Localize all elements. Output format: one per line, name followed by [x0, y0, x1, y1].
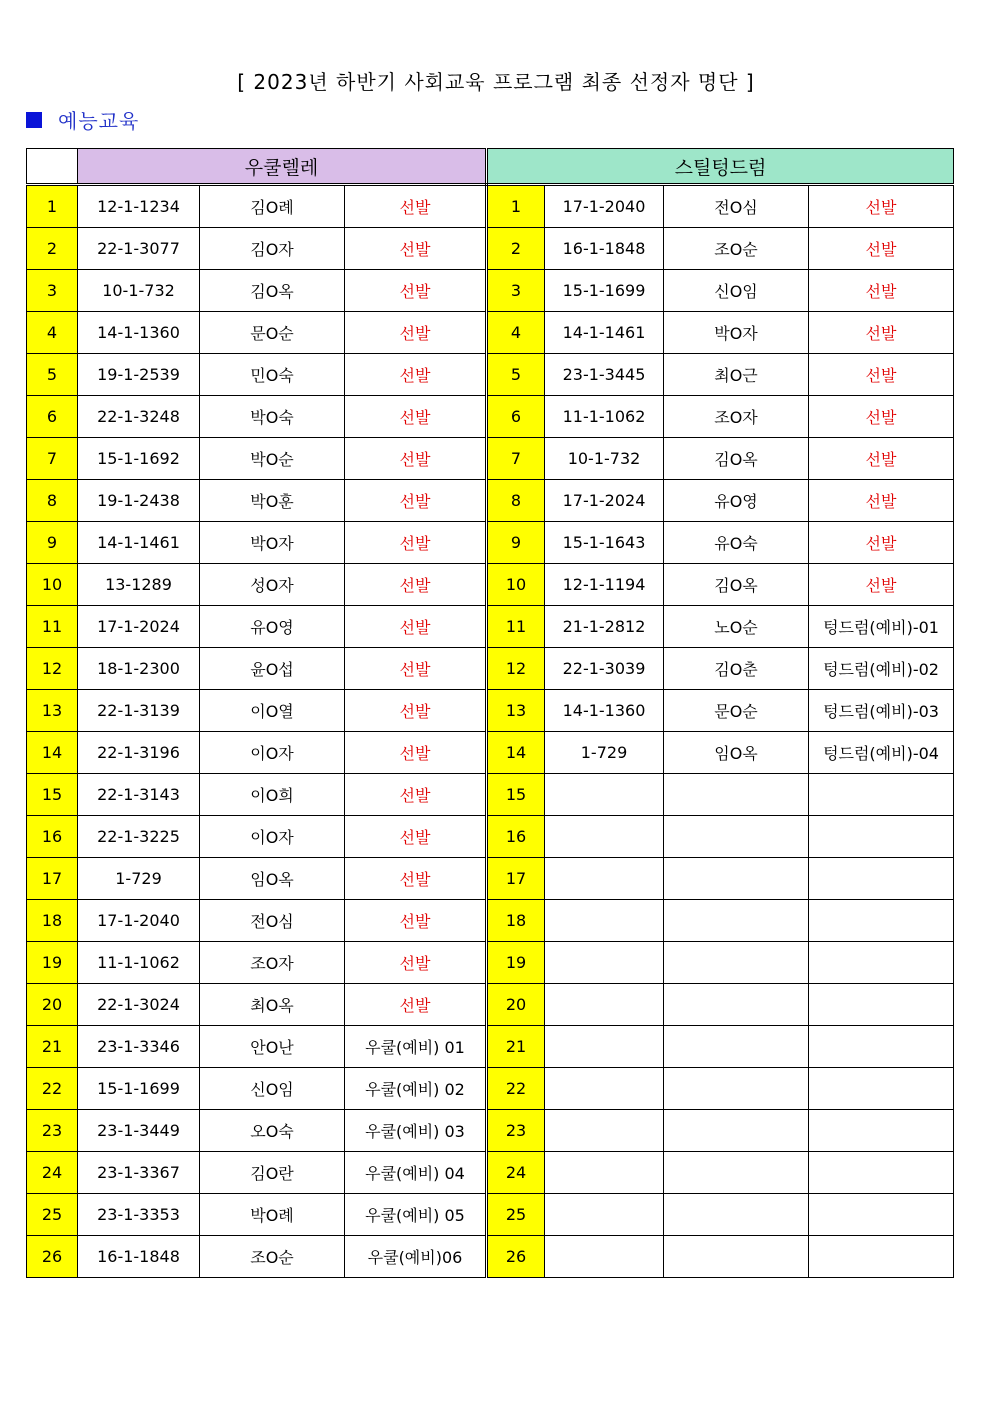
ukulele-number-cell: 24 [27, 1152, 78, 1194]
ukulele-number-cell: 4 [27, 312, 78, 354]
steel-name-cell: 조O순 [664, 228, 809, 270]
steel-id-cell: 22-1-3039 [545, 648, 664, 690]
ukulele-id-cell: 19-1-2539 [78, 354, 200, 396]
ukulele-number-cell: 5 [27, 354, 78, 396]
steel-status-cell: 선발 [809, 438, 954, 480]
steel-id-cell [545, 1068, 664, 1110]
steel-status-cell: 선발 [809, 185, 954, 228]
ukulele-status-cell: 선발 [345, 942, 487, 984]
steel-number-cell: 13 [487, 690, 545, 732]
ukulele-name-cell: 문O순 [200, 312, 345, 354]
steel-status-cell [809, 1236, 954, 1278]
steel-number-cell: 11 [487, 606, 545, 648]
ukulele-number-cell: 21 [27, 1026, 78, 1068]
ukulele-status-cell: 우쿨(예비) 03 [345, 1110, 487, 1152]
ukulele-id-cell: 14-1-1360 [78, 312, 200, 354]
ukulele-name-cell: 안O난 [200, 1026, 345, 1068]
steel-status-cell: 선발 [809, 480, 954, 522]
steel-status-cell [809, 1110, 954, 1152]
ukulele-status-cell: 선발 [345, 858, 487, 900]
ukulele-id-cell: 22-1-3139 [78, 690, 200, 732]
steel-number-cell: 16 [487, 816, 545, 858]
ukulele-name-cell: 박O숙 [200, 396, 345, 438]
steel-id-cell [545, 858, 664, 900]
steel-name-cell: 전O심 [664, 185, 809, 228]
ukulele-id-cell: 11-1-1062 [78, 942, 200, 984]
table-row [27, 228, 954, 270]
ukulele-name-cell: 김O자 [200, 228, 345, 270]
ukulele-status-cell: 선발 [345, 228, 487, 270]
steel-name-cell [664, 942, 809, 984]
table-row [27, 270, 954, 312]
table-row [27, 900, 954, 942]
ukulele-number-cell: 11 [27, 606, 78, 648]
ukulele-status-cell: 우쿨(예비)06 [345, 1236, 487, 1278]
steel-status-cell: 텅드럼(예비)-04 [809, 732, 954, 774]
ukulele-id-cell: 22-1-3196 [78, 732, 200, 774]
ukulele-id-cell: 13-1289 [78, 564, 200, 606]
steel-id-cell [545, 984, 664, 1026]
page-title: [ 2023년 하반기 사회교육 프로그램 최종 선정자 명단 ] [237, 70, 755, 94]
ukulele-name-cell: 전O심 [200, 900, 345, 942]
steel-id-cell [545, 1026, 664, 1068]
ukulele-status-cell: 선발 [345, 438, 487, 480]
ukulele-name-cell: 유O영 [200, 606, 345, 648]
steel-name-cell [664, 858, 809, 900]
steel-number-cell: 6 [487, 396, 545, 438]
table-row [27, 185, 954, 228]
square-bullet-icon [26, 112, 42, 128]
ukulele-id-cell: 23-1-3353 [78, 1194, 200, 1236]
ukulele-number-cell: 12 [27, 648, 78, 690]
ukulele-number-cell: 13 [27, 690, 78, 732]
steel-id-cell: 16-1-1848 [545, 228, 664, 270]
steel-id-cell [545, 1110, 664, 1152]
ukulele-number-cell: 22 [27, 1068, 78, 1110]
ukulele-status-cell: 선발 [345, 522, 487, 564]
ukulele-number-cell: 19 [27, 942, 78, 984]
steel-id-cell [545, 942, 664, 984]
ukulele-id-cell: 23-1-3449 [78, 1110, 200, 1152]
steel-status-cell: 텅드럼(예비)-03 [809, 690, 954, 732]
ukulele-number-cell: 2 [27, 228, 78, 270]
ukulele-id-cell: 22-1-3248 [78, 396, 200, 438]
ukulele-number-cell: 17 [27, 858, 78, 900]
ukulele-id-cell: 22-1-3077 [78, 228, 200, 270]
table-row [27, 648, 954, 690]
steel-number-cell: 1 [487, 185, 545, 228]
ukulele-number-cell: 3 [27, 270, 78, 312]
steel-number-cell: 21 [487, 1026, 545, 1068]
roster-table [26, 148, 954, 1278]
ukulele-number-cell: 23 [27, 1110, 78, 1152]
steel-name-cell: 조O자 [664, 396, 809, 438]
steel-number-cell: 22 [487, 1068, 545, 1110]
ukulele-status-cell: 선발 [345, 816, 487, 858]
steel-status-cell: 선발 [809, 522, 954, 564]
steel-name-cell [664, 1068, 809, 1110]
ukulele-name-cell: 김O례 [200, 185, 345, 228]
ukulele-id-cell: 22-1-3143 [78, 774, 200, 816]
steel-number-cell: 3 [487, 270, 545, 312]
steel-number-cell: 25 [487, 1194, 545, 1236]
ukulele-status-cell: 선발 [345, 564, 487, 606]
ukulele-id-cell: 19-1-2438 [78, 480, 200, 522]
steel-name-cell [664, 1194, 809, 1236]
ukulele-status-cell: 선발 [345, 396, 487, 438]
table-row [27, 984, 954, 1026]
steel-number-cell: 5 [487, 354, 545, 396]
steel-status-cell [809, 942, 954, 984]
ukulele-status-cell: 우쿨(예비) 02 [345, 1068, 487, 1110]
steel-id-cell: 21-1-2812 [545, 606, 664, 648]
steel-id-cell [545, 816, 664, 858]
ukulele-id-cell: 16-1-1848 [78, 1236, 200, 1278]
table-row [27, 438, 954, 480]
table-row [27, 858, 954, 900]
steel-number-cell: 10 [487, 564, 545, 606]
ukulele-status-cell: 선발 [345, 312, 487, 354]
steel-id-cell: 17-1-2024 [545, 480, 664, 522]
steel-status-cell [809, 1068, 954, 1110]
steel-id-cell [545, 1236, 664, 1278]
section-label: 예능교육 [58, 109, 140, 133]
ukulele-status-cell: 우쿨(예비) 05 [345, 1194, 487, 1236]
steel-id-cell: 14-1-1461 [545, 312, 664, 354]
table-row [27, 816, 954, 858]
steel-number-cell: 17 [487, 858, 545, 900]
steel-number-cell: 18 [487, 900, 545, 942]
steel-number-cell: 19 [487, 942, 545, 984]
steel-id-cell: 11-1-1062 [545, 396, 664, 438]
ukulele-id-cell: 15-1-1699 [78, 1068, 200, 1110]
ukulele-id-cell: 22-1-3225 [78, 816, 200, 858]
steel-number-cell: 7 [487, 438, 545, 480]
table-row [27, 690, 954, 732]
ukulele-number-cell: 9 [27, 522, 78, 564]
ukulele-name-cell: 조O자 [200, 942, 345, 984]
steel-number-cell: 9 [487, 522, 545, 564]
table-row [27, 312, 954, 354]
steel-name-cell: 문O순 [664, 690, 809, 732]
steel-number-cell: 15 [487, 774, 545, 816]
steel-status-cell [809, 774, 954, 816]
steel-name-cell [664, 774, 809, 816]
table-row [27, 1236, 954, 1278]
steel-number-cell: 23 [487, 1110, 545, 1152]
steel-name-cell: 신O임 [664, 270, 809, 312]
steel-name-cell [664, 1026, 809, 1068]
ukulele-number-cell: 16 [27, 816, 78, 858]
table-row [27, 396, 954, 438]
steel-id-cell: 23-1-3445 [545, 354, 664, 396]
ukulele-status-cell: 선발 [345, 606, 487, 648]
steel-name-cell [664, 816, 809, 858]
steel-id-cell: 17-1-2040 [545, 185, 664, 228]
table-row [27, 480, 954, 522]
table-row [27, 942, 954, 984]
ukulele-number-cell: 10 [27, 564, 78, 606]
ukulele-id-cell: 1-729 [78, 858, 200, 900]
steel-name-cell: 노O순 [664, 606, 809, 648]
steel-status-cell [809, 900, 954, 942]
steel-id-cell: 12-1-1194 [545, 564, 664, 606]
ukulele-id-cell: 18-1-2300 [78, 648, 200, 690]
steel-number-cell: 14 [487, 732, 545, 774]
table-row [27, 522, 954, 564]
ukulele-status-cell: 선발 [345, 648, 487, 690]
ukulele-header: 우쿨렐레 [78, 149, 487, 185]
ukulele-number-cell: 18 [27, 900, 78, 942]
ukulele-name-cell: 이O희 [200, 774, 345, 816]
table-header-row [27, 149, 954, 185]
steel-number-cell: 4 [487, 312, 545, 354]
table-row [27, 606, 954, 648]
steel-status-cell [809, 1152, 954, 1194]
steel-id-cell: 14-1-1360 [545, 690, 664, 732]
steel-name-cell: 최O근 [664, 354, 809, 396]
table-row [27, 732, 954, 774]
ukulele-name-cell: 박O례 [200, 1194, 345, 1236]
ukulele-name-cell: 최O옥 [200, 984, 345, 1026]
steel-status-cell: 선발 [809, 312, 954, 354]
table-row [27, 1026, 954, 1068]
steel-name-cell [664, 1152, 809, 1194]
ukulele-name-cell: 김O란 [200, 1152, 345, 1194]
table-row [27, 1068, 954, 1110]
ukulele-name-cell: 성O자 [200, 564, 345, 606]
ukulele-id-cell: 14-1-1461 [78, 522, 200, 564]
ukulele-number-cell: 14 [27, 732, 78, 774]
ukulele-name-cell: 오O숙 [200, 1110, 345, 1152]
ukulele-number-cell: 7 [27, 438, 78, 480]
steel-status-cell [809, 816, 954, 858]
steel-status-cell [809, 858, 954, 900]
ukulele-number-cell: 25 [27, 1194, 78, 1236]
steel-id-cell [545, 1194, 664, 1236]
ukulele-status-cell: 선발 [345, 270, 487, 312]
steel-status-cell: 선발 [809, 564, 954, 606]
steel-name-cell: 임O옥 [664, 732, 809, 774]
ukulele-name-cell: 이O열 [200, 690, 345, 732]
steel-status-cell [809, 984, 954, 1026]
table-row [27, 774, 954, 816]
steel-status-cell: 텅드럼(예비)-02 [809, 648, 954, 690]
steel-name-cell [664, 984, 809, 1026]
ukulele-status-cell: 선발 [345, 774, 487, 816]
ukulele-number-cell: 6 [27, 396, 78, 438]
steel-status-cell: 선발 [809, 228, 954, 270]
steel-status-cell: 선발 [809, 354, 954, 396]
steel-name-cell: 유O영 [664, 480, 809, 522]
steel-number-cell: 12 [487, 648, 545, 690]
ukulele-number-cell: 8 [27, 480, 78, 522]
ukulele-status-cell: 선발 [345, 984, 487, 1026]
steel-name-cell: 김O옥 [664, 438, 809, 480]
steel-number-cell: 26 [487, 1236, 545, 1278]
ukulele-name-cell: 민O숙 [200, 354, 345, 396]
ukulele-id-cell: 15-1-1692 [78, 438, 200, 480]
steel-status-cell: 선발 [809, 270, 954, 312]
steel-number-cell: 20 [487, 984, 545, 1026]
steel-id-cell [545, 900, 664, 942]
ukulele-name-cell: 이O자 [200, 816, 345, 858]
ukulele-id-cell: 23-1-3367 [78, 1152, 200, 1194]
ukulele-id-cell: 23-1-3346 [78, 1026, 200, 1068]
steel-status-cell [809, 1194, 954, 1236]
steel-status-cell [809, 1026, 954, 1068]
steel-number-cell: 2 [487, 228, 545, 270]
ukulele-id-cell: 10-1-732 [78, 270, 200, 312]
ukulele-status-cell: 선발 [345, 900, 487, 942]
ukulele-name-cell: 신O임 [200, 1068, 345, 1110]
steel-drum-header: 스틸텅드럼 [487, 149, 954, 185]
steel-number-cell: 8 [487, 480, 545, 522]
ukulele-name-cell: 조O순 [200, 1236, 345, 1278]
ukulele-status-cell: 선발 [345, 732, 487, 774]
ukulele-id-cell: 12-1-1234 [78, 185, 200, 228]
ukulele-name-cell: 박O훈 [200, 480, 345, 522]
steel-number-cell: 24 [487, 1152, 545, 1194]
ukulele-name-cell: 윤O섭 [200, 648, 345, 690]
ukulele-status-cell: 선발 [345, 690, 487, 732]
ukulele-name-cell: 임O옥 [200, 858, 345, 900]
steel-id-cell: 1-729 [545, 732, 664, 774]
steel-id-cell [545, 774, 664, 816]
steel-id-cell [545, 1152, 664, 1194]
ukulele-name-cell: 이O자 [200, 732, 345, 774]
steel-name-cell: 김O옥 [664, 564, 809, 606]
section-heading [26, 105, 139, 134]
ukulele-name-cell: 박O자 [200, 522, 345, 564]
ukulele-number-cell: 1 [27, 185, 78, 228]
steel-status-cell: 선발 [809, 396, 954, 438]
ukulele-number-cell: 15 [27, 774, 78, 816]
table-row [27, 1194, 954, 1236]
ukulele-name-cell: 박O순 [200, 438, 345, 480]
steel-name-cell: 유O숙 [664, 522, 809, 564]
steel-name-cell [664, 900, 809, 942]
ukulele-number-cell: 26 [27, 1236, 78, 1278]
table-row [27, 564, 954, 606]
ukulele-status-cell: 우쿨(예비) 01 [345, 1026, 487, 1068]
steel-name-cell [664, 1110, 809, 1152]
ukulele-status-cell: 선발 [345, 354, 487, 396]
ukulele-id-cell: 17-1-2024 [78, 606, 200, 648]
steel-status-cell: 텅드럼(예비)-01 [809, 606, 954, 648]
steel-id-cell: 15-1-1699 [545, 270, 664, 312]
ukulele-id-cell: 17-1-2040 [78, 900, 200, 942]
steel-name-cell: 김O춘 [664, 648, 809, 690]
steel-name-cell [664, 1236, 809, 1278]
ukulele-status-cell: 선발 [345, 185, 487, 228]
steel-id-cell: 10-1-732 [545, 438, 664, 480]
ukulele-number-cell: 20 [27, 984, 78, 1026]
ukulele-status-cell: 선발 [345, 480, 487, 522]
ukulele-status-cell: 우쿨(예비) 04 [345, 1152, 487, 1194]
table-row [27, 1152, 954, 1194]
header-blank-cell [27, 149, 78, 185]
steel-name-cell: 박O자 [664, 312, 809, 354]
table-row [27, 1110, 954, 1152]
table-row [27, 354, 954, 396]
ukulele-id-cell: 22-1-3024 [78, 984, 200, 1026]
steel-id-cell: 15-1-1643 [545, 522, 664, 564]
ukulele-name-cell: 김O옥 [200, 270, 345, 312]
